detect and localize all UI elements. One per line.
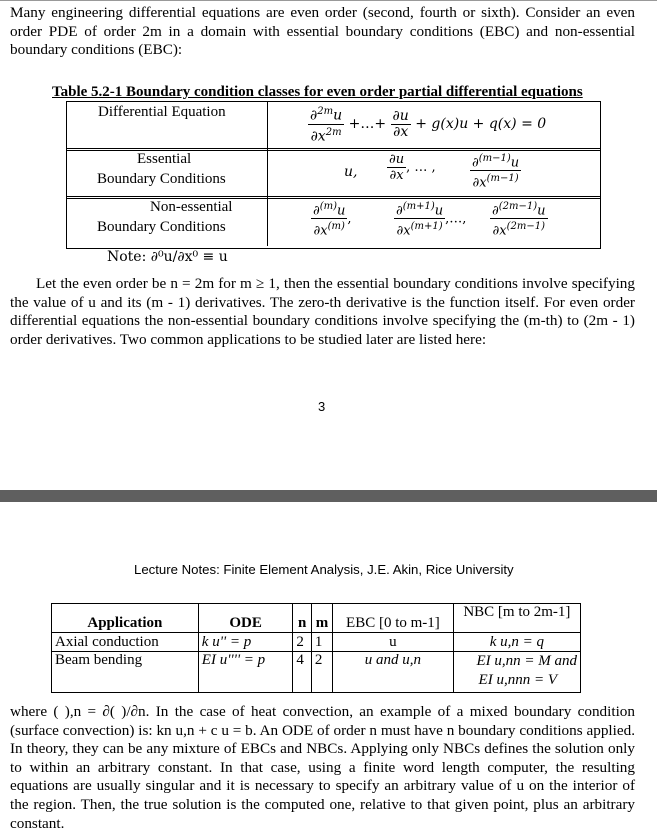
cell-n: 4 — [293, 652, 311, 693]
table-row — [52, 633, 581, 652]
cell-ode: k u'' = p — [198, 633, 293, 652]
row-label-essential: Essential — [137, 151, 192, 167]
table-title: Table 5.2-1 Boundary condition classes for even order partial differential equations — [52, 84, 583, 100]
ebc-first-derivative: $\frac{\partial u}{\partial x}$ , … , — [389, 152, 436, 183]
header-application: Application — [52, 604, 199, 633]
bc-table-divider-3 — [67, 196, 600, 197]
page-separator — [0, 490, 657, 502]
applications-table — [51, 603, 581, 693]
pde-formula: $\frac{\partial^{2m}u}{\partial x^{2m}}$ +…+ $\frac{\partial u}{\partial x}$ + g(x)u + q(x) = 0 — [310, 106, 547, 145]
bc-table-vline — [267, 102, 268, 246]
top-rule — [0, 0, 657, 1]
ebc-u: u, — [344, 164, 358, 180]
cell-n: 2 — [293, 633, 311, 652]
table-header-row — [52, 604, 581, 633]
body-paragraph-1: Let the even order be n = 2m for m ≥ 1, then the essential boundary conditions involve specifying the value of u and its (m - 1) derivatives. The zero-th derivative is the function itself. For even order differential equations the non-essential boundary conditions involve specifying the (m-th) to (2m - 1) order derivatives. Two common applications to be studied later are listed here: — [10, 275, 635, 348]
header-m: m — [311, 604, 332, 633]
intro-paragraph: Many engineering differential equations are even order (second, fourth or sixth). Consider an even order PDE of order 2m in a domain with essential boundary conditions (EBC) and non-essential boundary conditions (EBC): — [10, 4, 635, 59]
row-label-boundary-conditions-2: Boundary Conditions — [97, 219, 226, 235]
cell-application: Axial conduction — [52, 633, 199, 652]
header-nbc: NBC [m to 2m-1] — [453, 604, 580, 633]
row-label-non-essential: Non-essential — [150, 199, 233, 215]
page-number: 3 — [318, 399, 326, 414]
table-row — [52, 652, 581, 693]
cell-ode: EI u'''' = p — [198, 652, 293, 693]
cell-nbc: k u,n = q — [453, 633, 580, 652]
bc-table-divider-1 — [67, 148, 600, 149]
cell-m: 2 — [311, 652, 332, 693]
nbc-m-plus-1-derivative: $\frac{\partial^{(m+1)}u}{\partial x^{(m+1)}}$ ,…, — [396, 201, 467, 239]
running-header: Lecture Notes: Finite Element Analysis, J.E. Akin, Rice University — [134, 562, 514, 577]
nbc-m-derivative: $\frac{\partial^{(m)}u}{\partial x^{(m)}}$ , — [313, 201, 352, 239]
cell-nbc — [453, 652, 580, 693]
cell-ebc: u — [333, 633, 454, 652]
cell-application: Beam bending — [52, 652, 199, 693]
table-note: Note: ∂⁰u/∂x⁰ ≡ u — [107, 249, 228, 265]
cell-ebc: u and u,n — [333, 652, 454, 693]
cell-m: 1 — [311, 633, 332, 652]
ebc-m-minus-1-derivative: $\frac{\partial^{(m-1)}u}{\partial x^{(m-1)}}$ — [472, 153, 520, 191]
header-n: n — [293, 604, 311, 633]
header-ebc: EBC [0 to m-1] — [333, 604, 454, 633]
row-label-differential-equation: Differential Equation — [98, 104, 226, 120]
header-ode: ODE — [198, 604, 293, 633]
body-paragraph-2: where ( ),n = ∂( )/∂n. In the case of heat convection, an example of a mixed boundary condition (surface convection) is: kn u,n + c u = b. An ODE of order n must have n boundary conditions applied. In theory, they can be any mixture of EBCs and NBCs. Applying only NBCs defines the solution only to within an arbitrary constant. In that case, using a finite word length computer, the resulting equations are usually singular and it is necessary to specify an arbitrary value of u on the interior of the region. Then, the true solution is the computed one, relative to that given point, plus an arbitrary constant. — [10, 703, 635, 832]
cell-nbc-line-1: EI u,nn = M and — [476, 653, 577, 669]
row-label-boundary-conditions-1: Boundary Conditions — [97, 171, 226, 187]
cell-nbc-line-2: EI u,nnn = V — [478, 672, 557, 688]
nbc-2m-minus-1-derivative: $\frac{\partial^{(2m-1)}u}{\partial x^{(2m-1)}}$ — [492, 201, 546, 239]
